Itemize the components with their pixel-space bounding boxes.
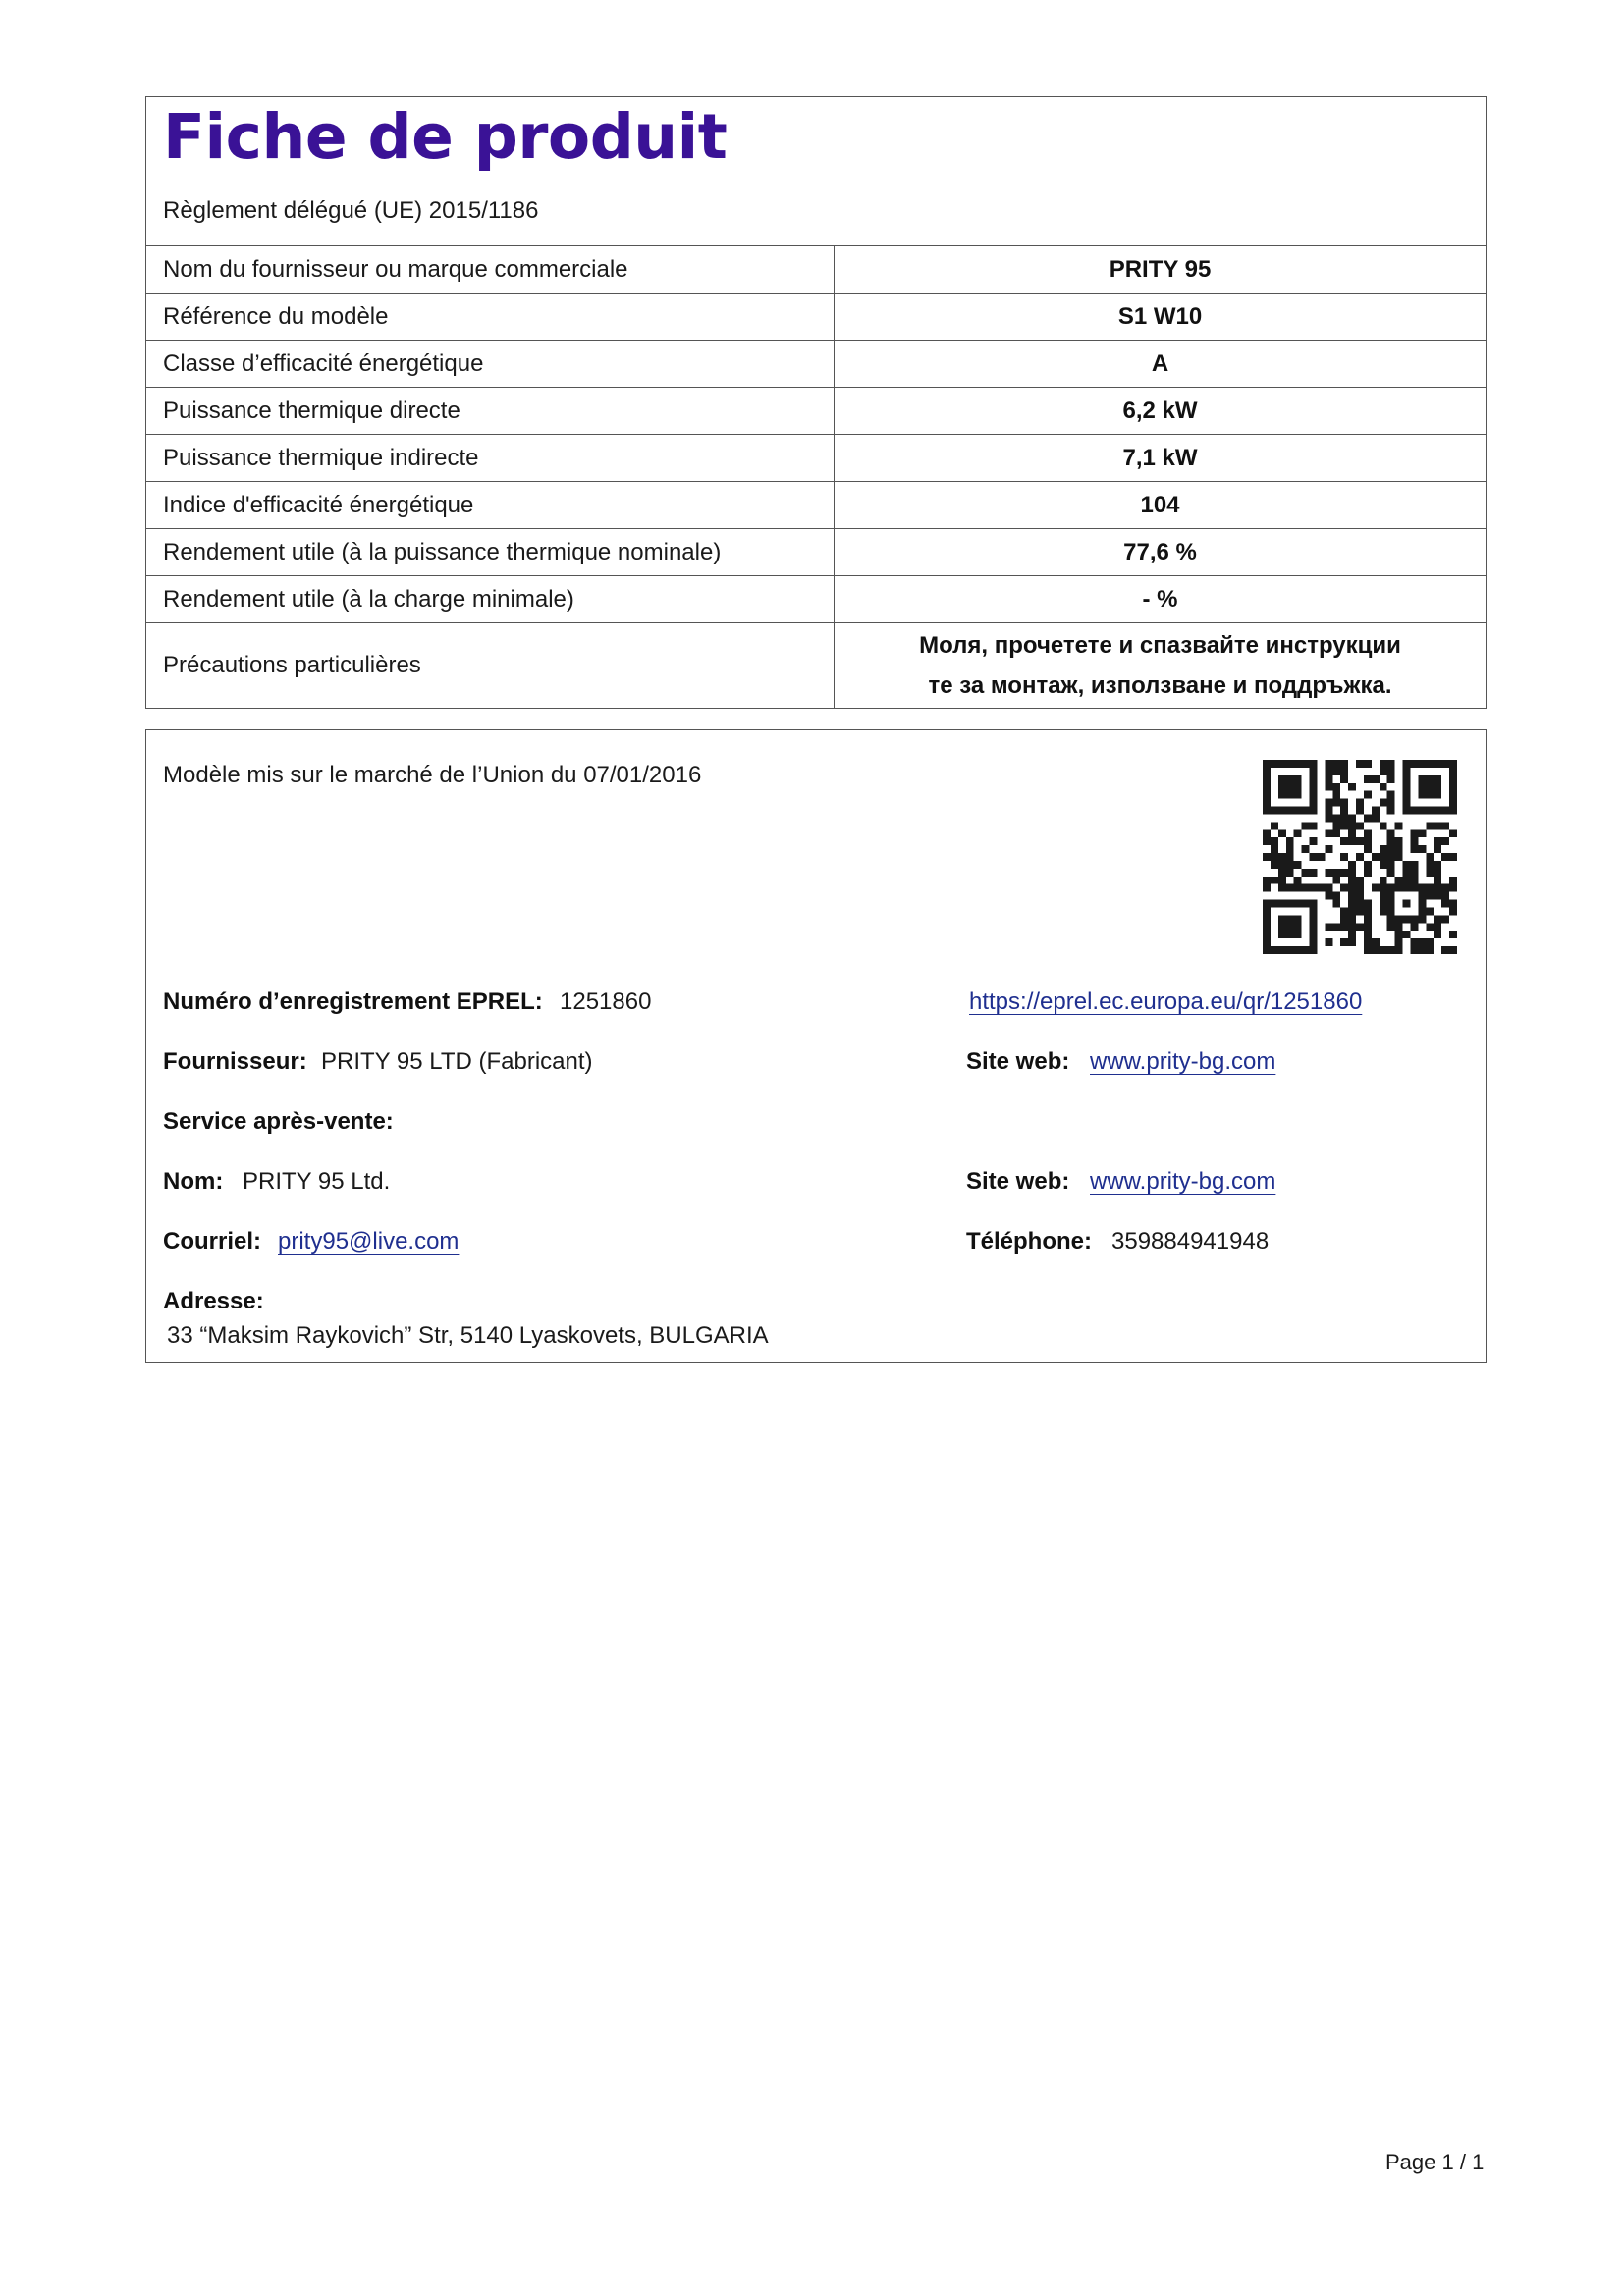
service-label: Service après-vente: — [163, 1108, 394, 1135]
spec-label: Référence du modèle — [146, 294, 835, 341]
spec-value: PRITY 95 — [835, 246, 1487, 294]
table-row — [146, 341, 1486, 388]
spec-value: S1 W10 — [835, 294, 1487, 341]
eprel-url-link[interactable]: https://eprel.ec.europa.eu/qr/1251860 — [969, 988, 1363, 1015]
spec-value: - % — [835, 576, 1487, 623]
table-row — [146, 388, 1486, 435]
address-label: Adresse: — [163, 1288, 264, 1314]
registration-box — [145, 729, 1487, 1363]
spec-label: Classe d’efficacité énergétique — [146, 341, 835, 388]
email-link[interactable]: prity95@live.com — [278, 1228, 460, 1255]
qr-code-icon — [1263, 760, 1457, 954]
spec-label: Puissance thermique directe — [146, 388, 835, 435]
email-label: Courriel: — [163, 1228, 262, 1255]
spec-label: Rendement utile (à la charge minimale) — [146, 576, 835, 623]
eprel-number: 1251860 — [560, 988, 652, 1015]
table-row — [146, 246, 1486, 294]
table-row — [146, 294, 1486, 341]
website-label: Site web: — [966, 1048, 1070, 1075]
sheet-header — [146, 97, 1486, 246]
table-row — [146, 482, 1486, 529]
eprel-label: Numéro d’enregistrement EPREL: — [163, 988, 543, 1015]
precautions-line-2: те за монтаж, използване и поддръжка. — [928, 672, 1392, 699]
table-row — [146, 576, 1486, 623]
spec-label: Indice d'efficacité énergétique — [146, 482, 835, 529]
phone-label: Téléphone: — [966, 1228, 1093, 1255]
spec-value: 6,2 kW — [835, 388, 1487, 435]
spec-value: 7,1 kW — [835, 435, 1487, 482]
precautions-value — [835, 623, 1487, 709]
page-number: Page 1 / 1 — [1385, 2150, 1485, 2174]
spec-value: A — [835, 341, 1487, 388]
phone-value: 359884941948 — [1111, 1228, 1270, 1255]
spec-label: Rendement utile (à la puissance thermique nominale) — [146, 529, 835, 576]
name-value: PRITY 95 Ltd. — [243, 1168, 391, 1195]
regulation-reference: Règlement délégué (UE) 2015/1186 — [163, 197, 539, 224]
service-website-link[interactable]: www.prity-bg.com — [1090, 1168, 1276, 1195]
precautions-label: Précautions particulières — [146, 623, 835, 709]
spec-value: 77,6 % — [835, 529, 1487, 576]
specs-table — [146, 246, 1486, 708]
spec-value: 104 — [835, 482, 1487, 529]
market-date-text: Modèle mis sur le marché de l’Union du 07/01/2016 — [163, 762, 702, 788]
product-sheet-box — [145, 96, 1487, 709]
precautions-line-1: Моля, прочетете и спазвайте инструкции — [919, 632, 1401, 659]
name-label: Nom: — [163, 1168, 224, 1195]
table-row — [146, 623, 1486, 709]
supplier-label: Fournisseur: — [163, 1048, 307, 1075]
service-website-label: Site web: — [966, 1168, 1070, 1195]
table-row — [146, 435, 1486, 482]
spec-label: Nom du fournisseur ou marque commerciale — [146, 246, 835, 294]
supplier-value: PRITY 95 LTD (Fabricant) — [321, 1048, 593, 1075]
page-title: Fiche de produit — [163, 101, 728, 173]
table-row — [146, 529, 1486, 576]
website-link[interactable]: www.prity-bg.com — [1090, 1048, 1276, 1075]
address-value: 33 “Maksim Raykovich” Str, 5140 Lyaskovets, BULGARIA — [167, 1322, 769, 1349]
spec-label: Puissance thermique indirecte — [146, 435, 835, 482]
